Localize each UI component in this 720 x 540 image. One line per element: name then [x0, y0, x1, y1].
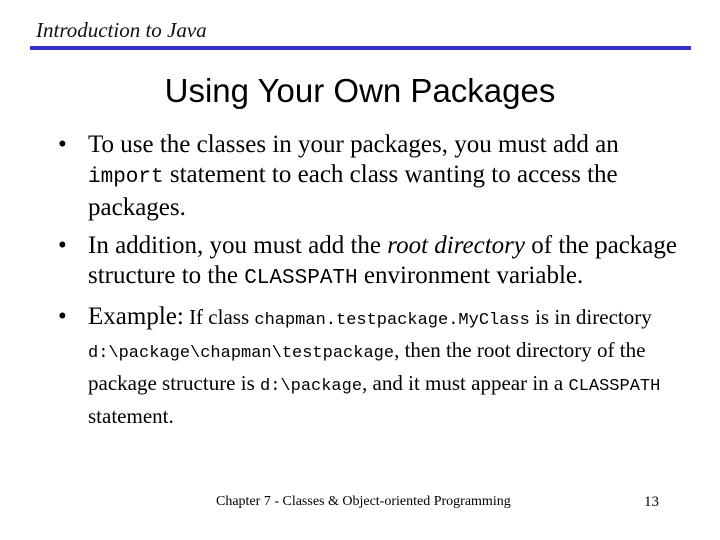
bullet-text: statement to each class wanting to access the packages.	[88, 161, 618, 221]
footer-text: Chapter 7 - Classes & Object-oriented Programming	[216, 494, 511, 509]
bullet-text: If class	[183, 305, 255, 329]
bullet-text: is in directory	[529, 305, 652, 329]
bullet-text: , then the root directory of the package structure is	[88, 338, 646, 395]
bullet-dot-icon: •	[58, 131, 67, 158]
header-rule	[30, 46, 691, 50]
header-title: Introduction to Java	[36, 18, 207, 42]
code-class-name: chapman.testpackage.My	[254, 311, 479, 330]
slide-title: Using Your Own Packages	[164, 72, 556, 109]
bullet-list	[58, 130, 678, 439]
bullet-dot-icon: •	[58, 232, 67, 259]
code-class-name-suffix: Class	[478, 311, 530, 330]
bullet-text: In addition, you must add the	[88, 232, 388, 259]
example-lead: Example:	[88, 303, 184, 330]
bullet-text: statement.	[88, 404, 174, 428]
code-directory: d:\package\chapman\testpackage	[88, 344, 395, 363]
code-import: import	[88, 166, 164, 189]
bullet-item	[58, 130, 678, 223]
code-classpath: CLASSPATH	[568, 377, 661, 396]
bullet-item	[58, 231, 678, 294]
bullet-text: environment variable.	[357, 262, 584, 289]
bullet-dot-icon: •	[58, 303, 67, 330]
bullet-text: To use the classes in your packages, you must add an	[88, 131, 619, 158]
page-number: 13	[644, 494, 659, 510]
emphasis-root-directory: root directory	[387, 232, 525, 259]
code-root-directory: d:\package	[260, 377, 363, 396]
bullet-text: of the package structure to the	[88, 232, 678, 289]
code-classpath: CLASSPATH	[244, 267, 358, 290]
bullet-text: , and it must appear in a	[362, 371, 569, 395]
bullet-item	[58, 302, 678, 431]
